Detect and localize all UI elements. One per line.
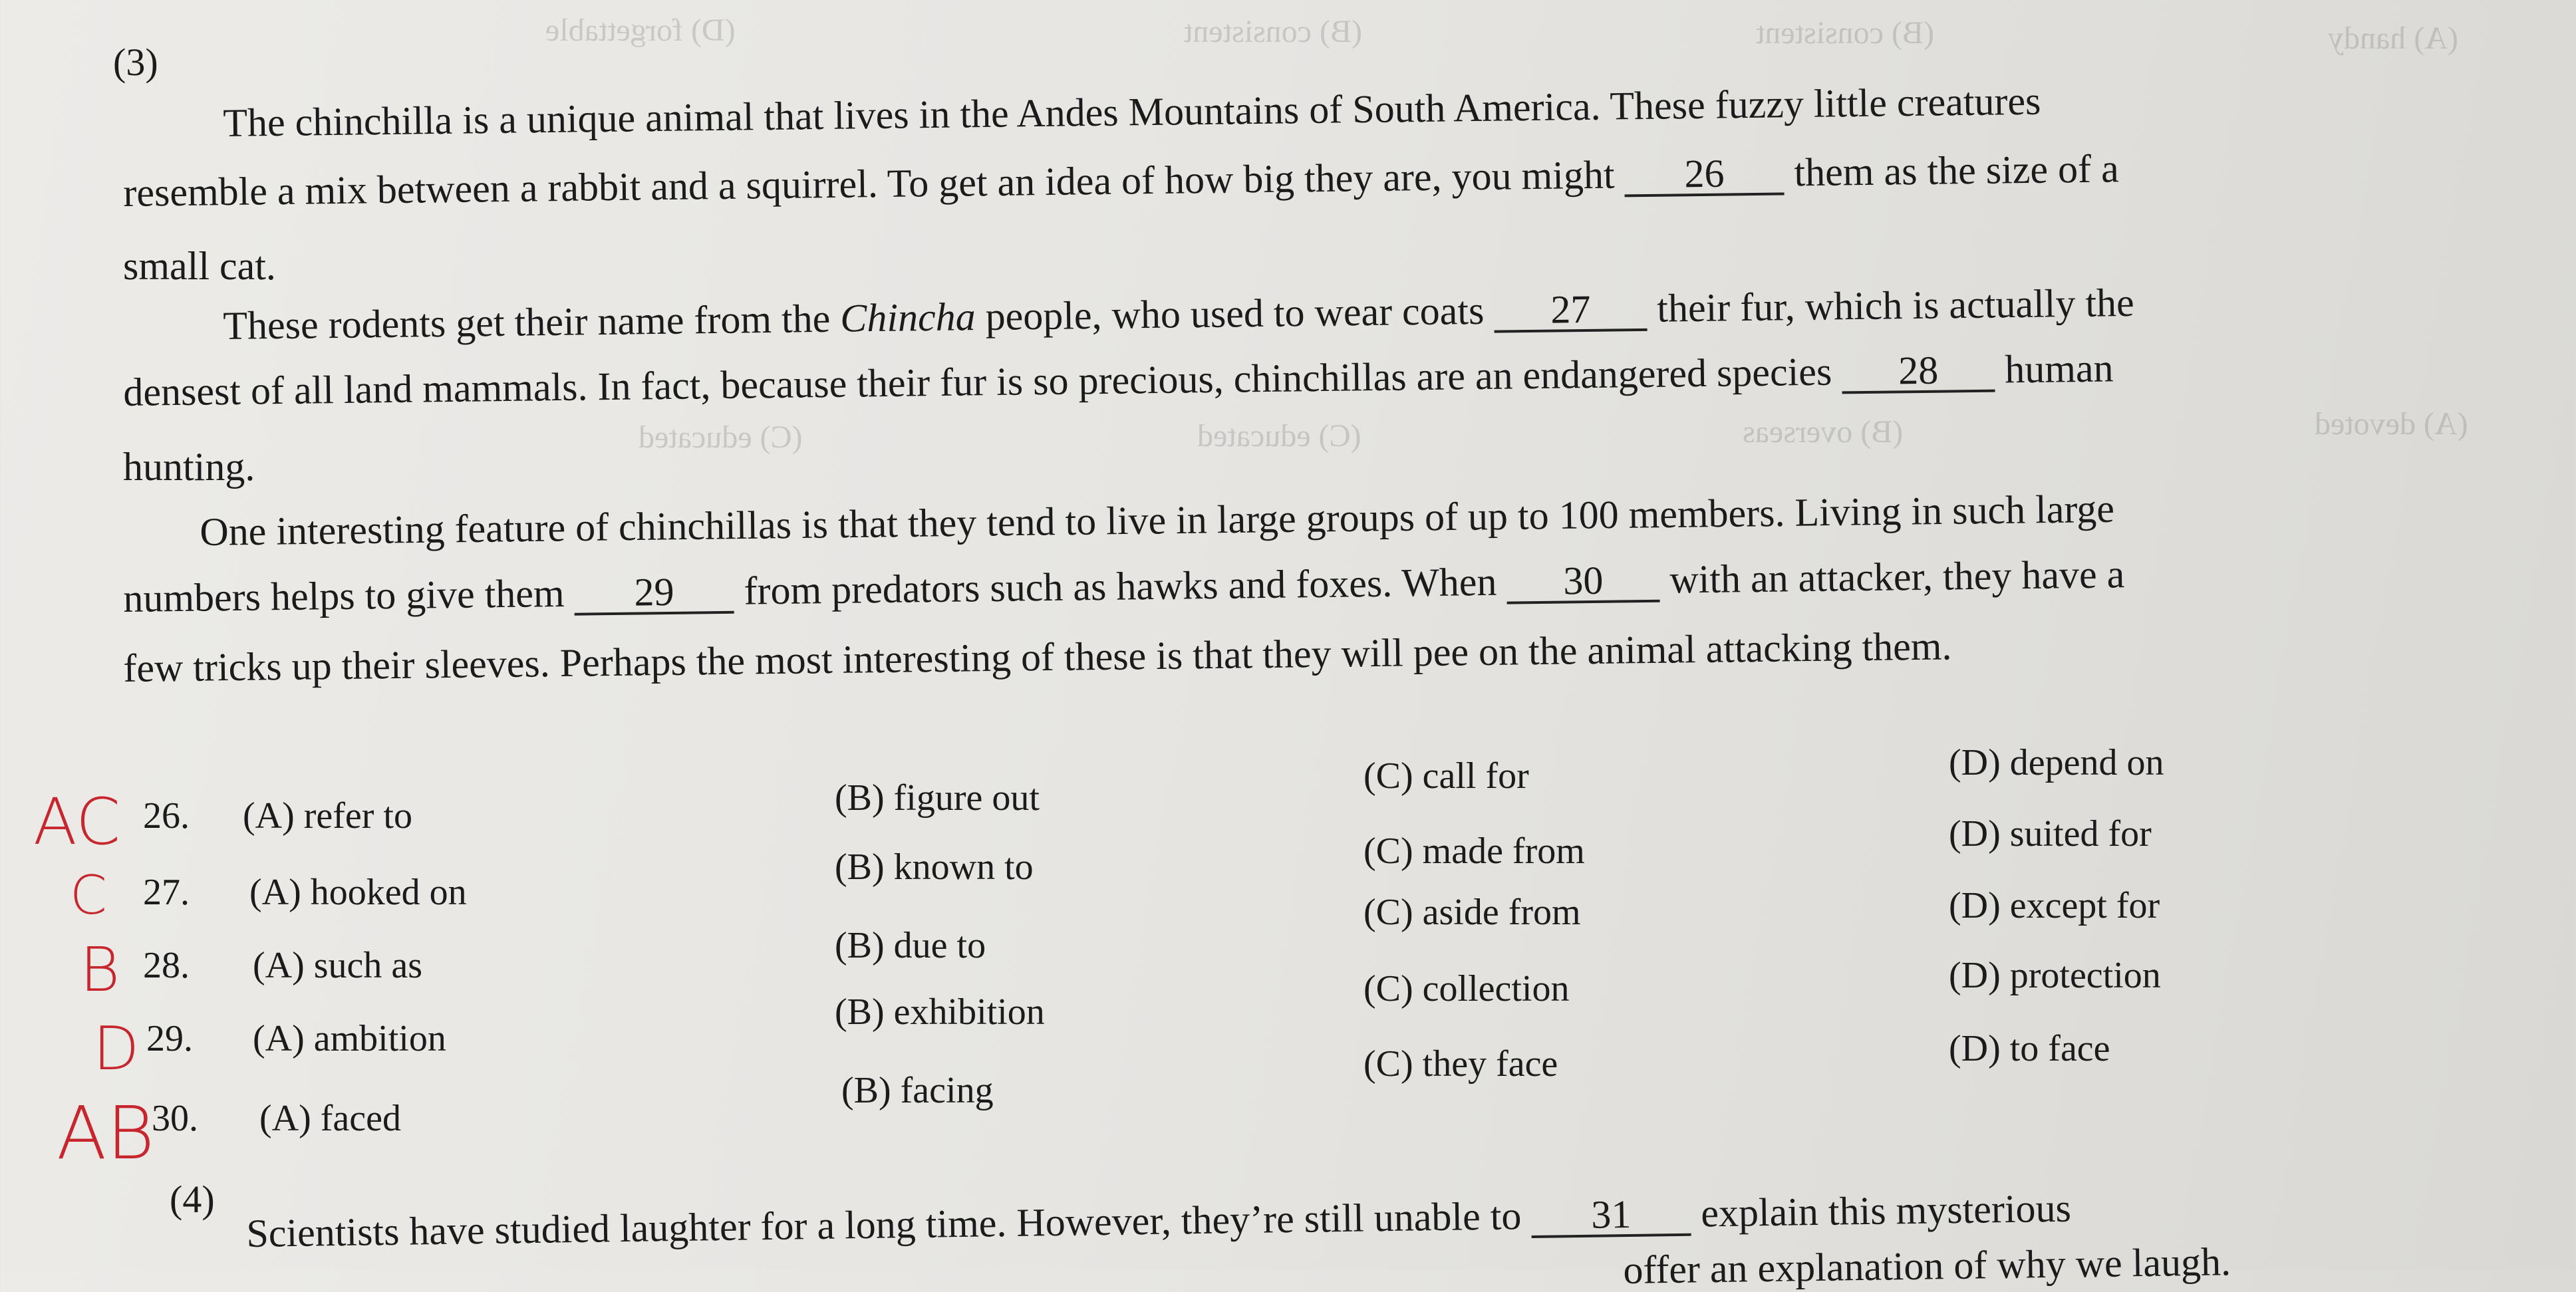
- handwritten-answer-mark: D: [93, 1014, 140, 1084]
- passage-text: explain this mysterious: [1700, 1186, 2072, 1235]
- option-a: (A) ambition: [253, 1018, 446, 1059]
- passage-line: [123, 148, 2119, 215]
- option-c: (C) aside from: [1363, 892, 1581, 933]
- passage-line: few tricks up their sleeves. Perhaps the most interesting of these is that they will pee on the animal attacking them.: [122, 624, 1952, 690]
- passage-line: [123, 348, 2114, 415]
- passage-line: [123, 554, 2125, 621]
- question-number: 26.: [143, 795, 190, 837]
- question-number: 29.: [146, 1018, 193, 1059]
- passage-line: hunting.: [123, 445, 255, 489]
- option-d: (D) to face: [1949, 1028, 2110, 1069]
- blank-31: 31: [1531, 1194, 1691, 1238]
- bleed-through-text: (B) consistent: [1184, 14, 1362, 49]
- handwritten-answer-mark: C: [70, 864, 107, 926]
- handwritten-answer-mark: AC: [33, 785, 121, 859]
- passage-text: their fur, which is actually the: [1656, 280, 2135, 330]
- option-a: (A) hooked on: [249, 872, 467, 913]
- passage-text: human: [2004, 346, 2114, 392]
- passage-line: One interesting feature of chinchillas is that they tend to live in large groups of up to 100 members. Living in such large: [199, 486, 2115, 554]
- passage-text: people, who used to wear coats: [985, 288, 1485, 338]
- option-c: (C) collection: [1363, 968, 1570, 1009]
- passage-line: offer an explanation of why we laugh.: [1622, 1239, 2231, 1292]
- blank-26: 26: [1624, 152, 1785, 197]
- option-b: (B) due to: [835, 925, 986, 966]
- bleed-through-text: (A) devoted: [2315, 406, 2468, 442]
- section-4-label: (4): [170, 1178, 215, 1221]
- option-b: (B) known to: [835, 846, 1034, 888]
- option-b: (B) facing: [841, 1070, 994, 1111]
- bleed-through-text: (A) handy: [2328, 21, 2458, 56]
- option-d: (D) except for: [1949, 885, 2160, 926]
- option-c: (C) call for: [1363, 755, 1529, 797]
- section-3-label: (3): [113, 41, 158, 84]
- passage-line: [222, 280, 2135, 348]
- bleed-through-text: (D) forgettable: [545, 13, 736, 48]
- bleed-through-text: (B) overseas: [1743, 414, 1904, 450]
- passage-text: them as the size of a: [1794, 146, 2120, 195]
- option-c: (C) made from: [1363, 831, 1585, 872]
- blank-28: 28: [1842, 350, 1995, 394]
- option-d: (D) depend on: [1949, 742, 2164, 783]
- bleed-through-text: (C) educated: [639, 420, 803, 455]
- question-number: 28.: [143, 945, 190, 986]
- option-a: (A) faced: [259, 1098, 401, 1139]
- option-a: (A) refer to: [243, 795, 412, 837]
- option-b: (B) figure out: [835, 777, 1040, 819]
- blank-27: 27: [1494, 289, 1647, 333]
- passage-line: small cat.: [123, 244, 276, 288]
- passage-text: resemble a mix between a rabbit and a squirrel. To get an idea of how big they are, you might: [122, 152, 1615, 215]
- option-d: (D) suited for: [1949, 813, 2152, 854]
- blank-29: 29: [574, 571, 734, 616]
- passage-text: from predators such as hawks and foxes. When: [744, 559, 1497, 613]
- option-a: (A) such as: [253, 945, 423, 986]
- option-c: (C) they face: [1363, 1043, 1558, 1085]
- question-number: 30.: [152, 1098, 198, 1139]
- option-d: (D) protection: [1949, 955, 2161, 996]
- passage-line: The chinchilla is a unique animal that lives in the Andes Mountains of South America. These fuzzy little creatures: [222, 78, 2041, 145]
- handwritten-answer-mark: B: [80, 934, 120, 1005]
- passage-text: with an attacker, they have a: [1669, 552, 2125, 602]
- bleed-through-text: (B) consistent: [1756, 15, 1934, 51]
- question-number: 27.: [143, 872, 190, 913]
- passage-text: These rodents get their name from the: [222, 296, 831, 348]
- passage-text: densest of all land mammals. In fact, because their fur is so precious, chinchillas are an endangered species: [122, 349, 1832, 414]
- option-b: (B) exhibition: [835, 991, 1045, 1033]
- blank-30: 30: [1506, 560, 1660, 604]
- passage-text: numbers helps to give them: [122, 571, 565, 620]
- handwritten-answer-mark: AB: [57, 1091, 155, 1176]
- passage-text: Scientists have studied laughter for a long time. However, they’re still unable to: [245, 1194, 1522, 1255]
- bleed-through-text: (C) educated: [1197, 418, 1361, 453]
- passage-italic-name: Chincha: [839, 295, 976, 340]
